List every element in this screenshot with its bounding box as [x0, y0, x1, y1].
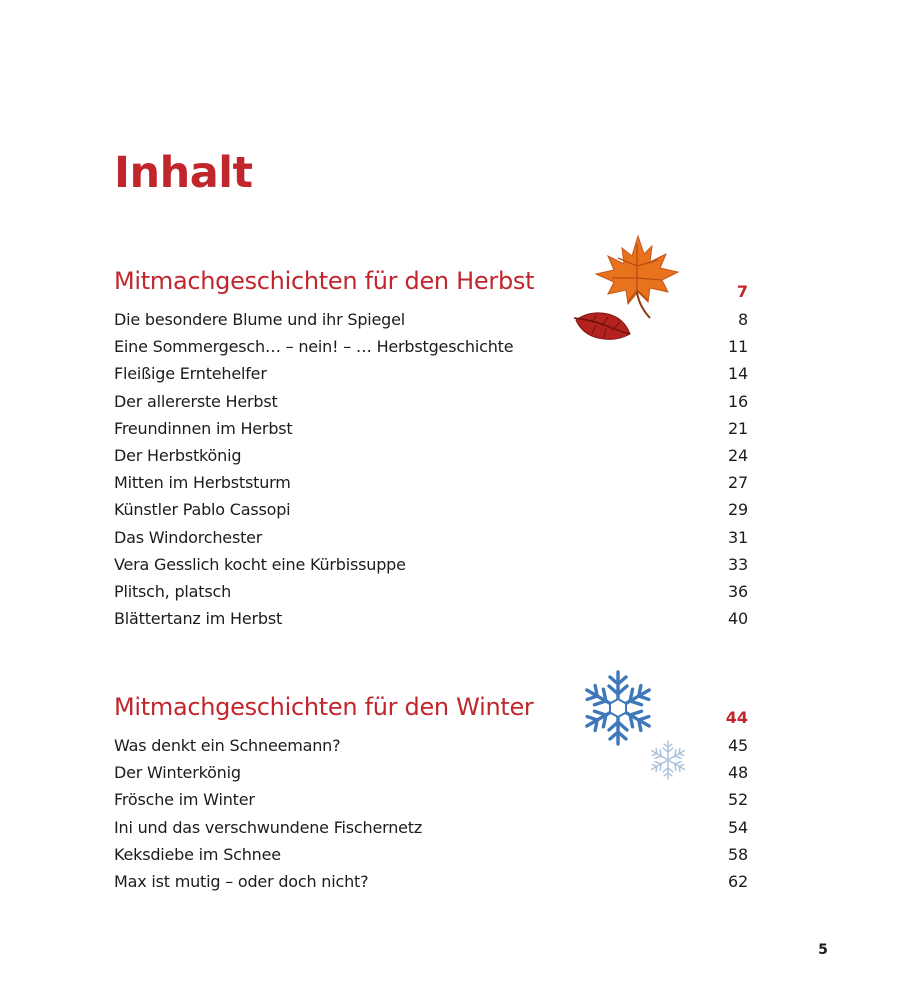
toc-entry[interactable] [114, 415, 748, 442]
toc-entry-page: 62 [728, 871, 748, 891]
toc-entry-page: 31 [728, 527, 748, 547]
toc-entry[interactable] [114, 496, 748, 523]
toc-entry-title: Der allererste Herbst [114, 391, 278, 411]
toc-entry-page: 40 [728, 609, 748, 629]
toc-entry-title: Was denkt ein Schneemann? [114, 736, 341, 755]
toc-entry-title: Künstler Pablo Cassopi [114, 500, 291, 520]
toc-entry[interactable] [114, 814, 748, 841]
toc-entry-page: 45 [728, 736, 748, 755]
toc-entry-title: Plitsch, platsch [114, 581, 232, 601]
toc-list-winter [114, 732, 748, 895]
toc-entry-title: Vera Gesslich kocht eine Kürbissuppe [114, 554, 406, 574]
toc-entry[interactable] [114, 868, 748, 895]
toc-entry-title: Fleißige Erntehelfer [114, 364, 267, 384]
toc-entry-page: 48 [728, 763, 748, 783]
toc-entry-page: 27 [728, 473, 748, 493]
toc-entry[interactable] [114, 333, 748, 360]
toc-entry-page: 33 [728, 554, 748, 574]
toc-entry[interactable] [114, 841, 748, 868]
toc-entry[interactable] [114, 442, 748, 469]
toc-entry[interactable] [114, 388, 748, 415]
toc-entry-page: 8 [738, 310, 748, 329]
toc-entry-title: Max ist mutig – oder doch nicht? [114, 871, 369, 891]
page-title: Inhalt [114, 148, 253, 198]
toc-entry-page: 14 [728, 364, 748, 384]
toc-entry-title: Der Herbstkönig [114, 445, 242, 465]
toc-entry[interactable] [114, 759, 748, 786]
section-page-winter: 44 [725, 708, 748, 727]
toc-entry[interactable] [114, 524, 748, 551]
toc-entry-page: 24 [728, 445, 748, 465]
toc-entry[interactable] [114, 306, 748, 333]
toc-entry[interactable] [114, 551, 748, 578]
section-page-herbst: 7 [736, 282, 748, 301]
section-title-winter: Mitmachgeschichten für den Winter [114, 693, 534, 721]
toc-entry-page: 11 [728, 337, 748, 357]
toc-entry[interactable] [114, 732, 748, 759]
toc-entry-page: 54 [728, 817, 748, 837]
toc-entry-page: 16 [728, 391, 748, 411]
toc-entry-title: Der Winterkönig [114, 763, 241, 783]
toc-entry-title: Blättertanz im Herbst [114, 609, 283, 629]
toc-entry-title: Keksdiebe im Schnee [114, 844, 281, 864]
toc-entry-page: 52 [728, 790, 748, 810]
toc-entry-title: Frösche im Winter [114, 790, 255, 810]
toc-entry[interactable] [114, 360, 748, 387]
toc-entry[interactable] [114, 469, 748, 496]
toc-entry-page: 21 [728, 418, 748, 438]
toc-section-winter [114, 686, 748, 895]
toc-entry[interactable] [114, 578, 748, 605]
toc-section-herbst [114, 260, 748, 632]
toc-entry-title: Eine Sommergesch… – nein! – … Herbstgeschichte [114, 337, 514, 357]
section-title-herbst: Mitmachgeschichten für den Herbst [114, 267, 535, 295]
toc-list-herbst [114, 306, 748, 632]
toc-entry-title: Das Windorchester [114, 527, 263, 547]
toc-entry[interactable] [114, 786, 748, 813]
toc-entry-page: 29 [728, 500, 748, 520]
page-number: 5 [818, 942, 828, 958]
toc-entry-page: 36 [728, 581, 748, 601]
toc-entry-page: 58 [728, 844, 748, 864]
toc-entry-title: Die besondere Blume und ihr Spiegel [114, 310, 406, 329]
toc-entry-title: Ini und das verschwundene Fischernetz [114, 817, 423, 837]
toc-entry-title: Freundinnen im Herbst [114, 418, 293, 438]
toc-entry-title: Mitten im Herbststurm [114, 473, 291, 493]
toc-entry[interactable] [114, 605, 748, 632]
